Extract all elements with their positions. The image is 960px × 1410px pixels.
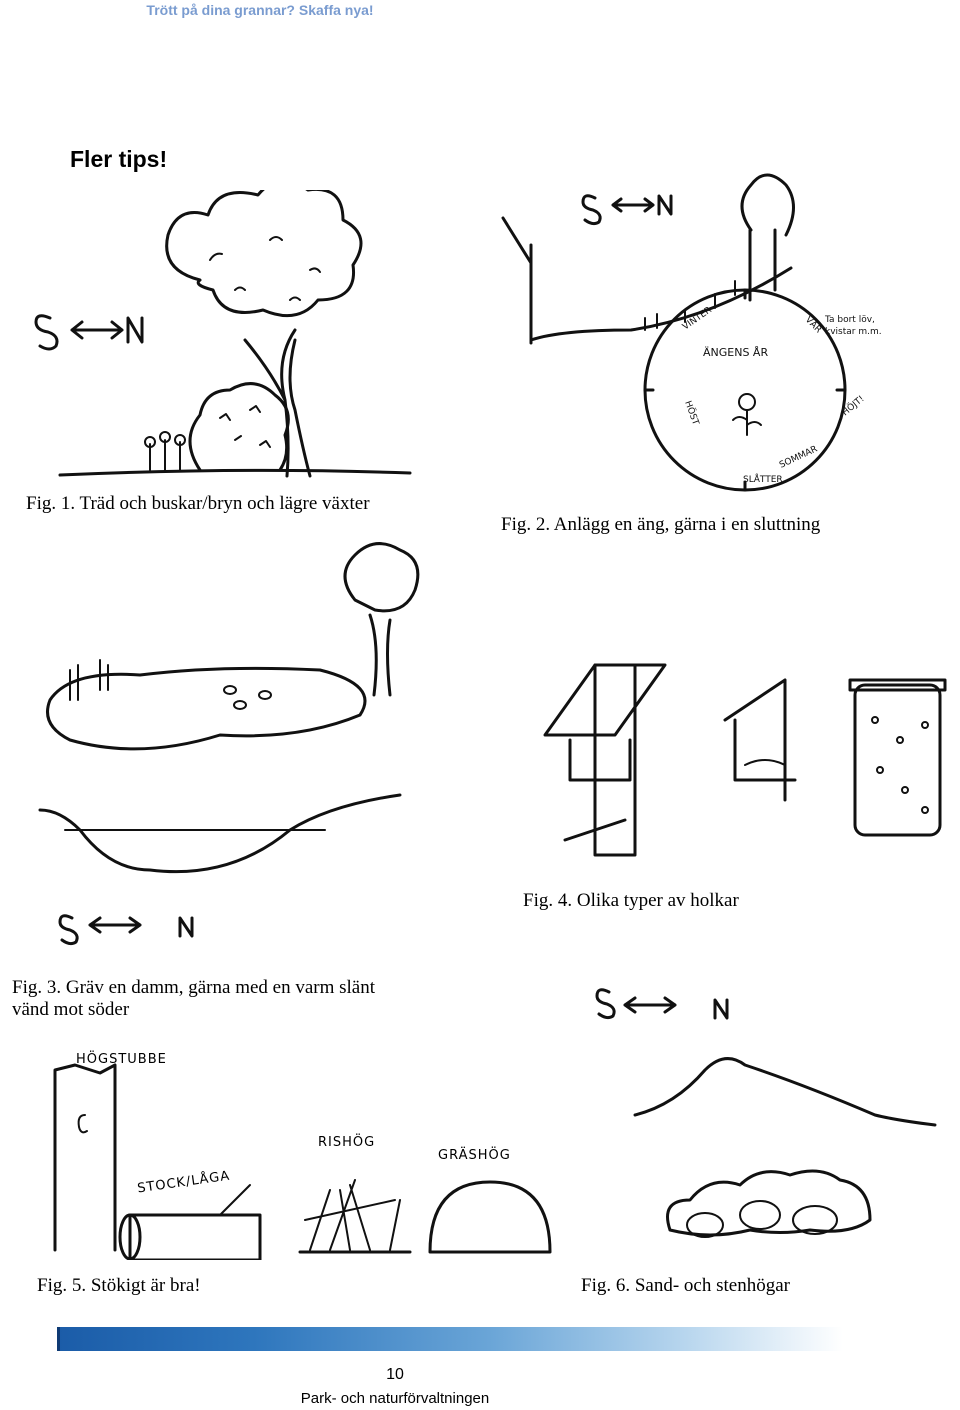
fig6-sand-stone-illustration [585,980,945,1260]
fig6-caption: Fig. 6. Sand- och stenhögar [581,1275,790,1296]
fig1-tree-illustration [20,190,440,490]
fig2-label-hojt: HÖJT! [840,394,867,419]
fig3-pond-illustration [20,540,440,950]
fig5-caption: Fig. 5. Stökigt är bra! [37,1275,201,1296]
fig2-label-slatter: SLÅTTER [743,475,783,485]
fig3-caption-line1: Fig. 3. Gräv en damm, gärna med en varm slänt [12,977,376,998]
fig2-label-vinter: VINTER [680,305,714,333]
fig3-caption-line2: vänd mot söder [12,999,130,1020]
page-title: Fler tips! [70,146,168,172]
page-number: 10 [386,1366,404,1383]
fig2-label-angens-ar: ÄNGENS ÅR [703,346,769,359]
fig2-label-host: HÖST [682,399,701,427]
fig5-label-grashog: GRÄSHÖG [438,1148,511,1163]
fig2-label-tabort2: kvistar m.m. [825,327,882,337]
fig5-label-rishog: RISHÖG [318,1135,376,1150]
fig1-caption: Fig. 1. Träd och buskar/bryn och lägre växter [26,493,370,514]
header-text: Trött på dina grannar? Skaffa nya! [146,2,374,18]
fig2-label-sommar: SOMMAR [778,444,820,471]
footer-organization: Park- och naturförvaltningen [300,1390,490,1407]
fig2-meadow-illustration [485,170,905,495]
fig2-caption: Fig. 2. Anlägg en äng, gärna i en sluttning [501,514,821,535]
fig5-label-hogstubbe: HÖGSTUBBE [76,1052,167,1067]
fig5-label-stock: STOCK/LÅGA [136,1168,232,1197]
fig4-caption: Fig. 4. Olika typer av holkar [523,890,739,911]
fig2-label-tabort: Ta bort löv, [825,315,875,325]
header [0,2,960,20]
fig4-nestbox-illustration [525,660,955,870]
footer-gradient-bar [57,1327,843,1351]
fig2-label-var: VÅR [802,315,824,336]
